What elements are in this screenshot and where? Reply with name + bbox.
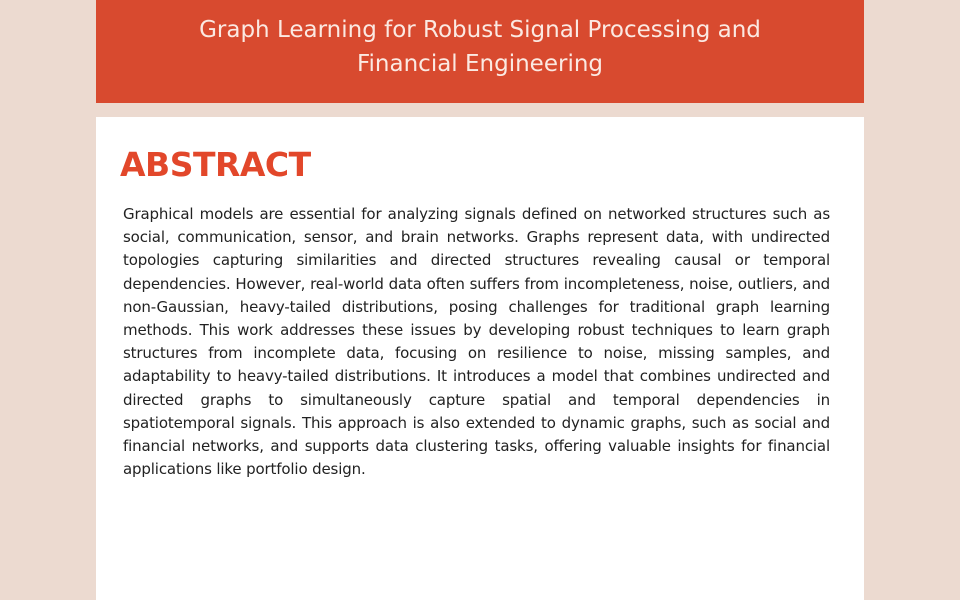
abstract-heading: ABSTRACT	[120, 145, 311, 184]
abstract-card	[96, 117, 864, 600]
title-banner	[96, 0, 864, 103]
abstract-body: Graphical models are essential for analyzing signals defined on networked structures such as social, communication, sensor, and brain networks. Graphs represent data, with undirected topologies capturing similarities and directed structures revealing causal or temporal dependencies. However, real-world data often suffers from incompleteness, noise, outliers, and non-Gaussian, heavy-tailed distributions, posing challenges for traditional graph learning methods. This work addresses these issues by developing robust techniques to learn graph structures from incomplete data, focusing on resilience to noise, missing samples, and adaptability to heavy-tailed distributions. It introduces a model that combines undirected and directed graphs to simultaneously capture spatial and temporal dependencies in spatiotemporal signals. This approach is also extended to dynamic graphs, such as social and financial networks, and supports data clustering tasks, offering valuable insights for financial applications like portfolio design.	[123, 205, 830, 479]
document-title: Graph Learning for Robust Signal Processing and Financial Engineering	[199, 16, 761, 77]
